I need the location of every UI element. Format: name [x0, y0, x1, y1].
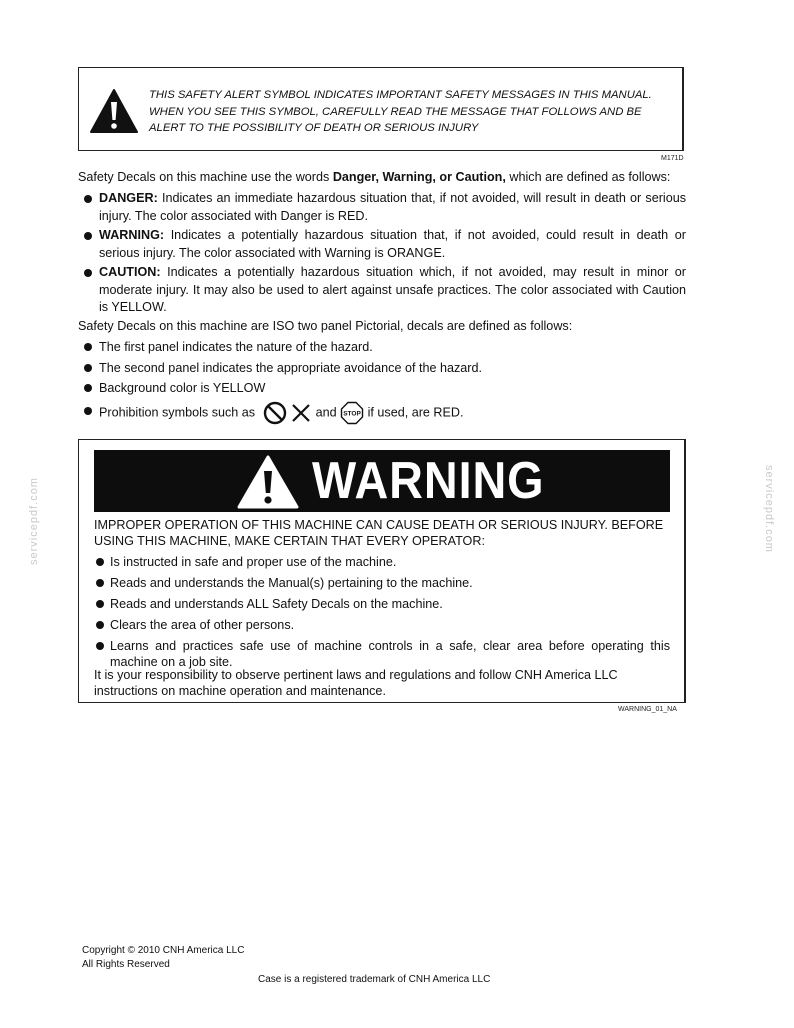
- warning-item-text: Reads and understands the Manual(s) pertaining to the machine.: [110, 576, 473, 590]
- footer-trademark: Case is a registered trademark of CNH America LLC: [258, 974, 491, 985]
- decals-intro-text: which are defined as follows:: [505, 170, 671, 184]
- warning-intro-line: IMPROPER OPERATION OF THIS MACHINE CAN CAUSE DEATH OR SERIOUS INJURY. BEFORE: [94, 518, 664, 532]
- list-item: [84, 337, 686, 358]
- warning-closing: [94, 668, 670, 699]
- list-item: [96, 638, 670, 670]
- warning-code-label: WARNING_01_NA: [618, 706, 677, 713]
- safety-alert-box: [78, 67, 684, 151]
- warning-item-text: Is instructed in safe and proper use of the machine.: [110, 555, 397, 569]
- footer-copyright: [82, 944, 244, 972]
- list-item: [84, 378, 686, 399]
- prohibition-and: and: [315, 404, 337, 419]
- list-item: [96, 554, 670, 570]
- warning-closing-line: It is your responsibility to observe pertinent laws and regulations and follow CNH America LLC: [94, 668, 618, 682]
- warning-intro-line: USING THIS MACHINE, MAKE CERTAIN THAT EVERY OPERATOR:: [94, 533, 485, 548]
- warning-item-text: Reads and understands ALL Safety Decals on the machine.: [110, 597, 443, 611]
- prohibition-x-icon: [290, 402, 312, 424]
- bullet-icon: [84, 384, 92, 392]
- warning-list: [96, 554, 670, 675]
- list-item: [84, 401, 686, 425]
- iso-list: [84, 337, 686, 425]
- bullet-icon: [96, 621, 104, 629]
- warning-item-text: Clears the area of other persons.: [110, 618, 295, 632]
- safety-alert-line: WHEN YOU SEE THIS SYMBOL, CAREFULLY READ THE MESSAGE THAT FOLLOWS AND BE: [149, 105, 642, 118]
- safety-alert-icon: [89, 88, 139, 134]
- prohibition-circle-icon: [263, 401, 287, 425]
- definition-term: CAUTION:: [99, 265, 161, 279]
- definition-term: DANGER:: [99, 191, 158, 205]
- copyright-text: Copyright © 2010 CNH America LLC: [82, 945, 245, 956]
- list-item: [96, 575, 670, 591]
- list-item: [84, 358, 686, 379]
- warning-banner-title: WARNING: [312, 452, 545, 510]
- watermark-right: servicepdf.com: [763, 465, 775, 553]
- decals-intro-text: Safety Decals on this machine use the words: [78, 170, 333, 184]
- stop-sign-icon: [340, 401, 364, 425]
- bullet-icon: [96, 558, 104, 566]
- alert-code-label: M171D: [661, 155, 684, 162]
- warning-closing-line: instructions on machine operation and maintenance.: [94, 683, 386, 698]
- safety-alert-line: ALERT TO THE POSSIBILITY OF DEATH OR SERIOUS INJURY: [149, 122, 479, 134]
- list-item: [84, 227, 686, 262]
- list-item: [96, 596, 670, 612]
- decals-intro-bold: Danger, Warning, or Caution,: [332, 170, 506, 184]
- definition-text: Indicates an immediate hazardous situation that, if not avoided, will result in death or serious injury. The color associated with Danger is RED.: [99, 191, 686, 223]
- definitions-list: [84, 190, 686, 317]
- bullet-icon: [84, 195, 92, 203]
- definition-text: Indicates a potentially hazardous situation which, if not avoided, may result in minor or moderate injury. It may also be used to alert against unsafe practices. The color associated with Caution is YELLOW.: [99, 265, 686, 314]
- iso-item-text: The second panel indicates the appropriate avoidance of the hazard.: [99, 360, 482, 375]
- bullet-icon: [96, 642, 104, 650]
- warning-intro: [94, 518, 670, 549]
- decals-intro: [78, 169, 670, 186]
- definition-term: WARNING:: [99, 228, 165, 242]
- bullet-icon: [84, 232, 92, 240]
- iso-item-text: Background color is YELLOW: [99, 381, 266, 395]
- iso-item-text: The first panel indicates the nature of the hazard.: [99, 340, 373, 354]
- list-item: [96, 617, 670, 633]
- iso-intro: Safety Decals on this machine are ISO two panel Pictorial, decals are defined as follows:: [78, 319, 573, 333]
- bullet-icon: [84, 364, 92, 372]
- bullet-icon: [84, 407, 92, 415]
- safety-alert-line: THIS SAFETY ALERT SYMBOL INDICATES IMPORTANT SAFETY MESSAGES IN THIS MANUAL.: [149, 89, 652, 101]
- prohibition-text: Prohibition symbols such as: [99, 404, 256, 419]
- bullet-icon: [96, 600, 104, 608]
- definition-text: Indicates a potentially hazardous situation that, if not avoided, could result in death or serious injury. The color associated with Warning is ORANGE.: [99, 228, 686, 260]
- warning-banner: [94, 450, 670, 512]
- watermark-left: servicepdf.com: [28, 477, 40, 565]
- safety-alert-message: [149, 87, 677, 137]
- warning-item-text: Learns and practices safe use of machine controls in a safe, clear area before operating this machine on a job site.: [110, 639, 670, 669]
- bullet-icon: [96, 579, 104, 587]
- list-item: [84, 264, 686, 317]
- rights-text: All Rights Reserved: [82, 959, 170, 970]
- stop-sign-label: STOP: [343, 410, 361, 418]
- bullet-icon: [84, 343, 92, 351]
- prohibition-text: if used, are RED.: [367, 404, 464, 419]
- warning-triangle-icon: [236, 454, 300, 510]
- warning-box: [78, 439, 686, 703]
- list-item: [84, 190, 686, 225]
- bullet-icon: [84, 269, 92, 277]
